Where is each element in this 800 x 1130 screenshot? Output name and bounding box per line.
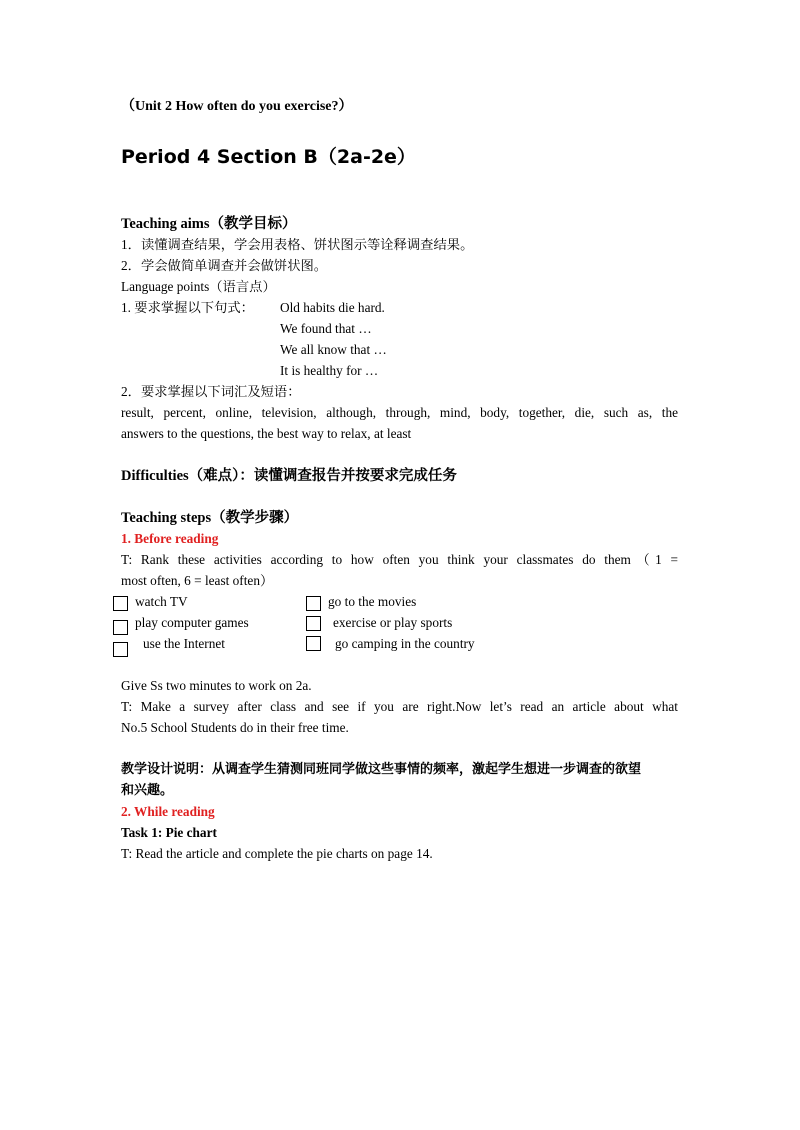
sentence-pattern: We found that … [280,321,372,336]
vocabulary-line-1: result, percent, online, television, although, through, mind, body, together, die, such as, the [121,405,678,420]
before-reading-heading: 1. Before reading [121,531,219,546]
aim-2: 2．学会做简单调查并会做饼状图。 [121,258,328,273]
language-points-label: Language points（语言点） [121,279,276,294]
aim-1: 1．读懂调查结果，学会用表格、饼状图示等诠释调查结果。 [121,237,474,252]
period-title: Period 4 Section B（2a-2e） [121,146,416,168]
survey-line-2: No.5 School Students do in their free time. [121,720,349,735]
design-note-line-2: 和兴趣。 [121,783,174,798]
activity-checkbox[interactable] [306,616,321,631]
rank-instruction-line-1: T: Rank these activities according to how often you think your classmates do them（1 = [121,552,678,567]
activity-label: watch TV [135,594,188,609]
sentence-pattern: It is healthy for … [280,363,379,378]
task-1-instruction: T: Read the article and complete the pie charts on page 14. [121,846,433,861]
unit-title: （Unit 2 How often do you exercise?） [121,99,353,114]
activity-label: go to the movies [328,594,417,609]
activity-label: use the Internet [143,636,225,651]
activity-checkbox[interactable] [113,642,128,657]
while-reading-heading: 2. While reading [121,804,215,819]
vocabulary-line-2: answers to the questions, the best way to relax, at least [121,426,412,441]
activity-label: exercise or play sports [333,615,453,630]
sentence-pattern: Old habits die hard. [280,300,385,315]
activity-label: play computer games [135,615,249,630]
task-1-heading: Task 1: Pie chart [121,825,217,840]
teaching-aims-heading: Teaching aims（教学目标） [121,216,297,232]
activity-checkbox[interactable] [113,596,128,611]
language-point-1-label: 1. 要求掌握以下句式： [121,300,254,315]
difficulties-heading: Difficulties（难点）：读懂调查报告并按要求完成任务 [121,468,457,484]
language-point-2-label: 2．要求掌握以下词汇及短语： [121,384,301,399]
activity-checkbox[interactable] [306,596,321,611]
teaching-steps-heading: Teaching steps（教学步骤） [121,510,299,526]
activity-checkbox[interactable] [306,636,321,651]
activity-label: go camping in the country [335,636,475,651]
activity-checkbox[interactable] [113,620,128,635]
rank-instruction-line-2: most often, 6 = least often） [121,573,274,588]
design-note-line-1: 教学设计说明：从调查学生猜测同班同学做这些事情的频率，激起学生想进一步调查的欲望 [121,762,642,777]
sentence-pattern: We all know that … [280,342,387,357]
give-time-text: Give Ss two minutes to work on 2a. [121,678,312,693]
survey-line-1: T: Make a survey after class and see if you are right.Now let’s read an article about what [121,699,678,714]
